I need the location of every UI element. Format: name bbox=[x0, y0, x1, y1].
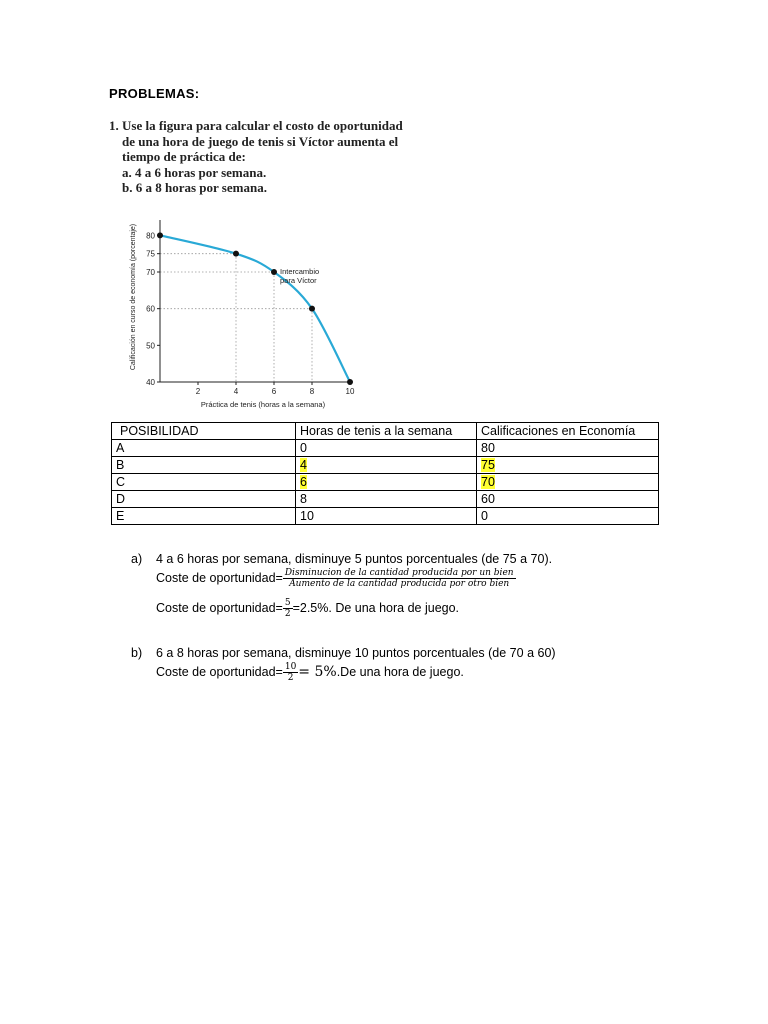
table-header: Calificaciones en Economía bbox=[477, 423, 659, 440]
problem-line: de una hora de juego de tenis si Víctor aumenta el bbox=[122, 133, 399, 149]
highlighted-value: 75 bbox=[481, 458, 495, 472]
table-cell: 0 bbox=[296, 440, 477, 457]
table-cell bbox=[296, 457, 477, 474]
table-cell: 60 bbox=[477, 491, 659, 508]
x-tick-label: 2 bbox=[195, 387, 201, 396]
problem-line: a. 4 a 6 horas por semana. bbox=[122, 164, 267, 180]
fraction-numerator: 5 bbox=[284, 598, 291, 608]
highlighted-value: 70 bbox=[481, 475, 495, 489]
data-point bbox=[271, 269, 277, 275]
table-cell: 80 bbox=[477, 440, 659, 457]
fraction-denominator: Aumento de la cantidad producida por otro bien bbox=[289, 579, 510, 589]
table-row bbox=[112, 457, 659, 474]
table-cell: B bbox=[112, 457, 296, 474]
highlighted-value: 6 bbox=[300, 475, 307, 489]
calc-fraction bbox=[283, 598, 293, 619]
y-tick-label: 60 bbox=[146, 304, 155, 314]
table-cell: D bbox=[112, 491, 296, 508]
table-cell bbox=[477, 474, 659, 491]
calc-suffix: .De una hora de juego. bbox=[336, 664, 464, 679]
answer-text: 4 a 6 horas por semana, disminuye 5 puntos porcentuales (de 75 a 70). bbox=[156, 552, 553, 566]
problem-statement bbox=[109, 118, 403, 196]
calculation-line bbox=[156, 598, 459, 619]
highlighted-value: 4 bbox=[300, 458, 307, 472]
table-header: Horas de tenis a la semana bbox=[296, 423, 477, 440]
formula-fraction bbox=[283, 568, 516, 589]
table-cell: 0 bbox=[477, 508, 659, 525]
y-axis-label: Calificación en curso de economía (porcentaje) bbox=[130, 223, 137, 371]
fraction-denominator: 2 bbox=[284, 609, 291, 619]
table-cell bbox=[296, 474, 477, 491]
calc-result: = 5% bbox=[298, 663, 337, 680]
table-cell: E bbox=[112, 508, 296, 525]
data-point bbox=[309, 306, 315, 312]
table-row bbox=[112, 491, 659, 508]
chart-svg bbox=[122, 212, 362, 412]
fraction-denominator: 2 bbox=[287, 673, 294, 683]
formula-prefix: Coste de oportunidad= bbox=[156, 570, 283, 585]
y-tick-label: 40 bbox=[146, 378, 155, 387]
data-point bbox=[233, 251, 239, 257]
y-tick-label: 80 bbox=[146, 231, 155, 241]
data-point bbox=[347, 379, 353, 385]
y-tick-label: 70 bbox=[146, 268, 155, 277]
answer-label: a) bbox=[131, 552, 143, 566]
page-heading: PROBLEMAS: bbox=[109, 86, 200, 101]
chart-annotation: Intercambio para Víctor bbox=[280, 267, 320, 285]
fraction-numerator: 10 bbox=[284, 662, 297, 672]
plot-area bbox=[160, 220, 350, 382]
table-cell bbox=[477, 457, 659, 474]
x-tick-label: 6 bbox=[271, 387, 277, 396]
table-row bbox=[112, 474, 659, 491]
fraction-numerator: Disminucion de la cantidad producida por un bien bbox=[284, 568, 514, 578]
calc-fraction bbox=[283, 662, 298, 683]
table-header-row bbox=[112, 423, 659, 440]
possibilities-table bbox=[111, 422, 659, 525]
calc-prefix: Coste de oportunidad= bbox=[156, 664, 283, 679]
table-row bbox=[112, 440, 659, 457]
answer-a bbox=[131, 552, 552, 566]
x-tick-label: 4 bbox=[233, 387, 239, 396]
calculation-line bbox=[156, 662, 464, 683]
problem-line: 1. Use la figura para calcular el costo de oportunidad bbox=[109, 118, 403, 133]
calc-prefix: Coste de oportunidad= bbox=[156, 600, 283, 615]
table-header: POSIBILIDAD bbox=[112, 423, 296, 440]
table-cell: C bbox=[112, 474, 296, 491]
problem-line: b. 6 a 8 horas por semana. bbox=[122, 180, 267, 195]
x-tick-label: 10 bbox=[345, 387, 355, 396]
table-cell: A bbox=[112, 440, 296, 457]
calc-suffix: =2.5%. De una hora de juego. bbox=[292, 600, 460, 615]
answer-label: b) bbox=[131, 646, 143, 660]
ppf-chart bbox=[122, 212, 362, 412]
y-tick-label: 50 bbox=[146, 341, 155, 351]
table-cell: 10 bbox=[296, 508, 477, 525]
answer-b bbox=[131, 646, 556, 660]
data-point bbox=[157, 232, 163, 238]
x-axis-label: Práctica de tenis (horas a la semana) bbox=[200, 400, 326, 409]
y-tick-label: 75 bbox=[146, 249, 155, 259]
answer-text: 6 a 8 horas por semana, disminuye 10 puntos porcentuales (de 70 a 60) bbox=[156, 646, 556, 660]
table-row bbox=[112, 508, 659, 525]
table-cell: 8 bbox=[296, 491, 477, 508]
formula-line bbox=[156, 568, 516, 589]
problem-line: tiempo de práctica de: bbox=[122, 149, 246, 164]
x-tick-label: 8 bbox=[309, 387, 315, 396]
